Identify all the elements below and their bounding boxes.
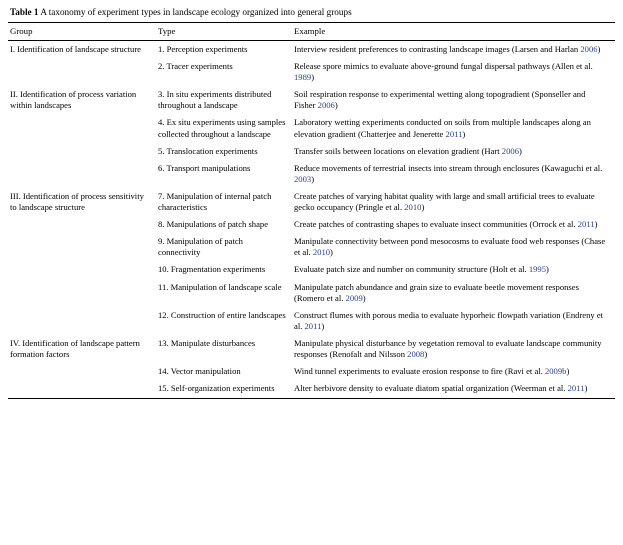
table-row [8, 307, 615, 335]
cell-group [8, 216, 156, 233]
cell-group: I. Identification of landscape structure [10, 44, 142, 54]
cell-example [292, 114, 615, 142]
citation-link[interactable]: 2006 [501, 145, 519, 156]
example-text: Construct flumes with porous media to evaluate hyporheic flowpath variation (Endreny et al. [294, 309, 604, 331]
example-text: Manipulate physical disturbance by vegetation removal to evaluate landscape community responses (Renofalt and Nilsson [294, 337, 602, 359]
example-text: Reduce movements of terrestrial insects into stream through enclosures (Kawaguchi et al. [294, 162, 603, 173]
cell-type: 4. Ex situ experiments using samples collected throughout a landscape [158, 117, 286, 139]
citation-link[interactable]: 2009 [345, 292, 363, 303]
cell-group [8, 160, 156, 188]
citation-link[interactable]: 1989 [294, 72, 312, 83]
cell-type: 2. Tracer experiments [158, 61, 233, 72]
cell-example [292, 307, 615, 335]
citation-link[interactable]: 2006 [317, 100, 335, 111]
cell-type: 13. Manipulate disturbances [158, 337, 256, 348]
example-text: Evaluate patch size and number on community structure (Holt et al. [294, 264, 529, 275]
cell-example [292, 188, 615, 216]
cell-group: II. Identification of process variation within landscapes [10, 89, 137, 111]
example-text-end: ) [424, 348, 428, 359]
table-row [8, 114, 615, 142]
cell-example [292, 279, 615, 307]
cell-type: 11. Manipulation of landscape scale [158, 281, 282, 292]
cell-type: 7. Manipulation of internal patch characteristics [158, 190, 272, 213]
example-text-end: ) [518, 145, 522, 156]
table-row [8, 216, 615, 233]
example-text: Soil respiration response to experimental wetting along topogradient (Sponseller and Fisher [294, 89, 586, 111]
table-bottom-rule [8, 398, 615, 399]
cell-type: 6. Transport manipulations [158, 162, 251, 173]
example-text: Create patches of varying habitat quality with large and small artificial trees to evaluate gecko occupancy (Pringle et al. [294, 190, 595, 213]
example-text-end: ) [421, 202, 425, 213]
cell-type: 3. In situ experiments distributed throughout a landscape [158, 89, 272, 111]
table-header [8, 23, 615, 41]
citation-link[interactable]: 2011 [304, 320, 322, 331]
example-text-end: ) [566, 366, 570, 377]
table-row [8, 41, 615, 59]
cell-type: 10. Fragmentation experiments [158, 264, 266, 275]
column-header-group: Group [8, 23, 156, 41]
table-header-row [8, 23, 615, 41]
cell-type: 14. Vector manipulation [158, 366, 241, 377]
cell-example [292, 86, 615, 114]
cell-group [8, 114, 156, 142]
cell-example [292, 233, 615, 261]
example-text-end: ) [462, 128, 466, 139]
cell-group [8, 261, 156, 278]
example-text-end: ) [330, 247, 333, 258]
cell-example [292, 380, 615, 398]
example-text: Create patches of contrasting shapes to evaluate insect communities (Orrock et al. [294, 219, 578, 230]
cell-group [8, 233, 156, 261]
example-text: Interview resident preferences to contrasting landscape images (Larsen and Harlan [294, 44, 581, 54]
table-row [8, 58, 615, 86]
table-row [8, 363, 615, 380]
cell-type: 12. Construction of entire landscapes [158, 309, 286, 320]
example-text-end: ) [546, 264, 549, 275]
example-text-end: ) [311, 72, 315, 83]
citation-link[interactable]: 2011 [577, 219, 595, 230]
example-text: Manipulate connectivity between pond mesocosms to evaluate food web responses (Chase et al. [294, 236, 606, 258]
citation-link[interactable]: 2010 [312, 247, 331, 258]
citation-link[interactable]: 2003 [294, 173, 312, 184]
table-row [8, 143, 615, 160]
cell-example [292, 143, 615, 160]
cell-type: 15. Self-organization experiments [158, 383, 275, 394]
example-text-end: ) [594, 219, 598, 230]
column-header-example: Example [292, 23, 615, 41]
example-text-end: ) [584, 383, 588, 394]
table-row [8, 188, 615, 216]
cell-example [292, 160, 615, 188]
example-text: Manipulate patch abundance and grain size to evaluate beetle movement responses (Romero et al. [294, 281, 579, 303]
citation-link[interactable]: 2011 [445, 128, 463, 139]
example-text: Release spore mimics to evaluate above-ground fungal dispersal pathways (Allen et al. [294, 61, 593, 72]
example-text: Wind tunnel experiments to evaluate erosion response to fire (Ravi et al. [294, 366, 545, 377]
citation-link[interactable]: 2008 [407, 348, 425, 359]
cell-example [292, 216, 615, 233]
citation-link[interactable]: 2011 [567, 383, 585, 394]
example-text-end: ) [321, 320, 325, 331]
example-text: Laboratory wetting experiments conducted on soils from multiple landscapes along an elevation gradient (Chatterjee and Jenerette [294, 117, 591, 139]
table-body [8, 41, 615, 399]
table-row [8, 335, 615, 363]
example-text: Alter herbivore density to evaluate diatom spatial organization (Weerman et al. [294, 383, 568, 394]
citation-link[interactable]: 2009b [544, 366, 567, 377]
table-row [8, 279, 615, 307]
citation-link[interactable]: 2006 [580, 44, 598, 54]
citation-link[interactable]: 2010 [404, 202, 422, 213]
example-text-end: ) [362, 292, 366, 303]
cell-type: 1. Perception experiments [158, 44, 248, 54]
citation-link[interactable]: 1995 [528, 264, 547, 275]
column-header-type: Type [156, 23, 292, 41]
cell-example [292, 363, 615, 380]
table-row [8, 261, 615, 278]
example-text-end: ) [334, 100, 338, 111]
cell-example [292, 335, 615, 363]
cell-group [8, 380, 156, 398]
cell-group [8, 143, 156, 160]
cell-type: 5. Translocation experiments [158, 145, 258, 156]
cell-example [292, 41, 615, 59]
table-caption-label: Table 1 [10, 7, 39, 17]
cell-group [8, 279, 156, 307]
taxonomy-table [8, 22, 615, 398]
cell-example [292, 261, 615, 278]
example-text-end: ) [311, 173, 315, 184]
table-row [8, 160, 615, 188]
cell-example [292, 58, 615, 86]
cell-group: III. Identification of process sensitivity to landscape structure [10, 190, 144, 213]
table-row [8, 233, 615, 261]
example-text-end: ) [597, 44, 601, 54]
cell-group [8, 58, 156, 86]
table-caption-text: A taxonomy of experiment types in landscape ecology organized into general groups [40, 7, 352, 17]
cell-group [8, 307, 156, 335]
cell-type: 9. Manipulation of patch connectivity [158, 236, 243, 258]
cell-group: IV. Identification of landscape pattern formation factors [10, 337, 140, 359]
table-row [8, 380, 615, 398]
example-text: Transfer soils between locations on elevation gradient (Hart [294, 145, 502, 156]
table-caption [8, 6, 615, 22]
cell-type: 8. Manipulations of patch shape [158, 219, 269, 230]
cell-group [8, 363, 156, 380]
table-row [8, 86, 615, 114]
